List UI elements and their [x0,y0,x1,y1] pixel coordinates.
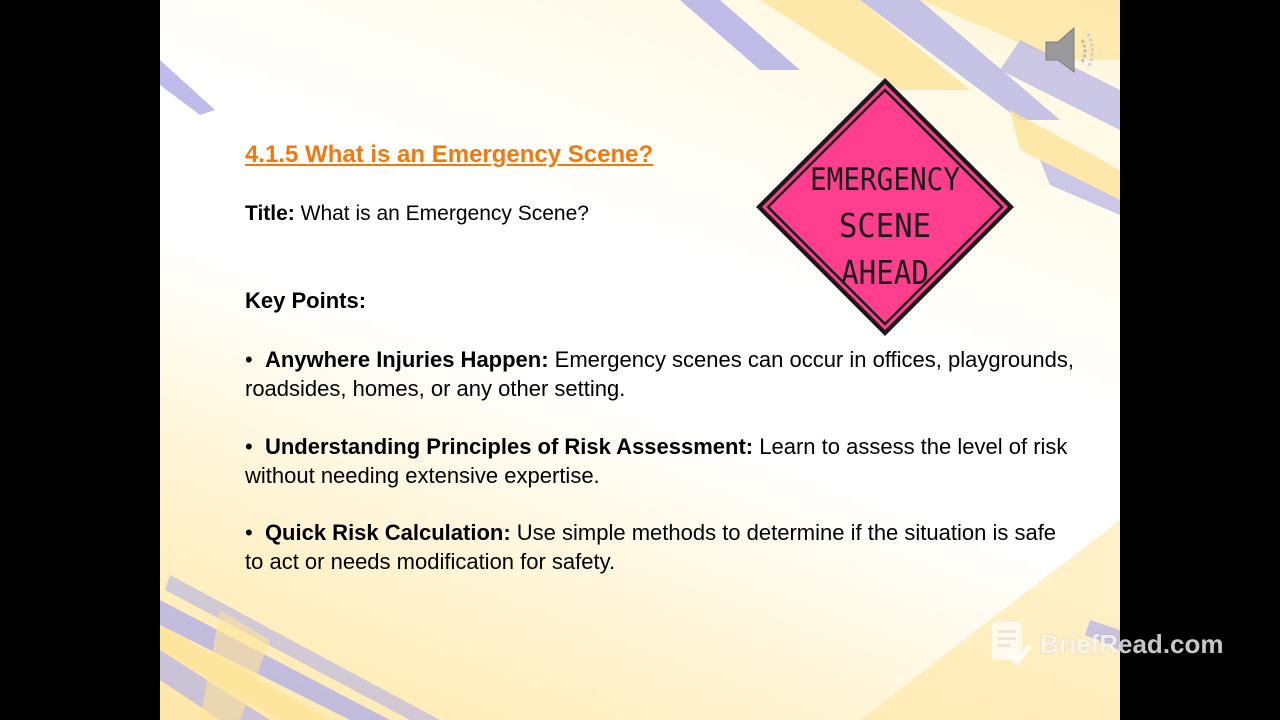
sign-line-1: EMERGENCY [810,162,961,198]
document-check-icon [990,620,1032,668]
bullet-text: Use simple methods to determine if the situation is safe to act or needs modification for safety. [245,520,1057,574]
title-value: What is an Emergency Scene? [294,202,589,225]
bullet-term: Anywhere Injuries Happen: [264,347,549,372]
bullet-marker: • [245,434,253,459]
bullet-term: Understanding Principles of Risk Assessment: [264,434,754,459]
bullet-marker: • [245,347,253,372]
speaker-icon[interactable] [1042,20,1102,82]
slide-heading: 4.1.5 What is an Emergency Scene? [245,141,654,168]
watermark-text: BriefRead.com [1040,628,1224,659]
title-label: Title: [245,202,295,225]
bullet-item [245,345,1075,403]
sign-line-2: SCENE [839,206,931,245]
bullet-item [245,432,1075,490]
key-points-label: Key Points: [245,288,367,313]
bullet-text: Learn to assess the level of risk without needing extensive expertise. [245,434,1068,488]
watermark [990,620,1224,668]
bullet-marker: • [245,520,253,545]
bullet-term: Quick Risk Calculation: [264,520,511,545]
emergency-scene-sign [750,72,1020,342]
title-line [245,202,589,226]
bullet-item [245,518,1075,576]
bullet-text: Emergency scenes can occur in offices, playgrounds, roadsides, homes, or any other setting. [245,347,1074,401]
sign-line-3: AHEAD [841,253,929,292]
slide [160,0,1120,720]
